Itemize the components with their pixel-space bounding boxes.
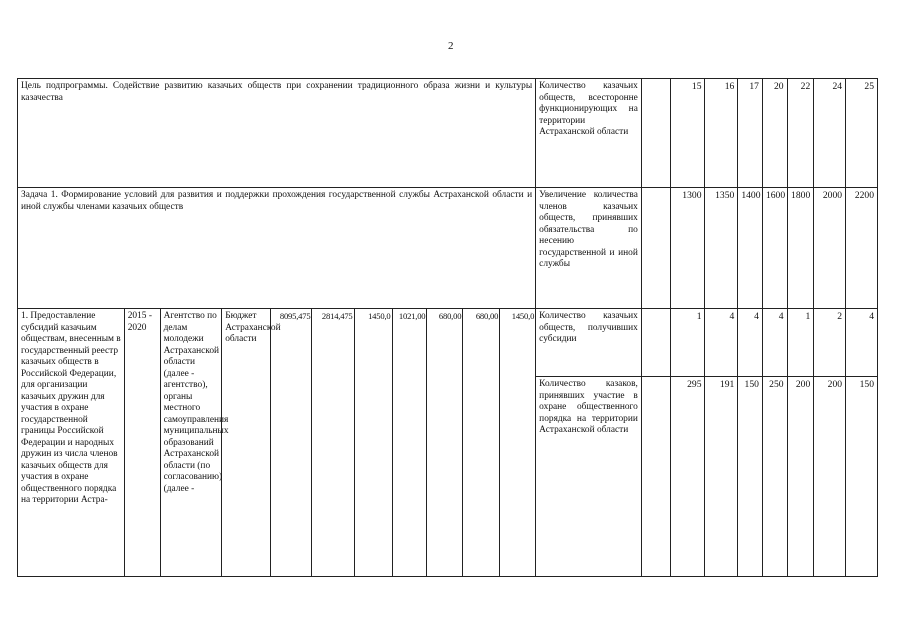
indicator-base-cell	[641, 309, 670, 377]
program-table	[17, 78, 878, 577]
goal-value: 24	[814, 79, 846, 188]
task-value: 2200	[846, 188, 878, 309]
indicator-value: 1	[670, 309, 705, 377]
indicator-value: 250	[762, 377, 787, 577]
measure-executor: Агентство по делам молодежи Астраханской области (далее - агентство), органы местного самоуправления муниципальных образований Астраханской области (по согласованию) (далее -	[160, 309, 222, 577]
task-value: 1300	[670, 188, 705, 309]
indicator-value: 295	[670, 377, 705, 577]
indicator-value: 4	[705, 309, 738, 377]
indicator-value: 150	[846, 377, 878, 577]
indicator-subsidies: Количество казачьих обществ, получивших субсидии	[536, 309, 642, 377]
page-number: 2	[448, 40, 454, 52]
indicator-base-cell	[641, 377, 670, 577]
task-value: 2000	[814, 188, 846, 309]
indicator-value: 150	[738, 377, 763, 577]
task-value: 1400	[738, 188, 763, 309]
funding-value: 1021,00	[392, 309, 427, 577]
task-base-cell	[641, 188, 670, 309]
measure-name: 1. Предоставление субсидий казачьим обществам, внесенным в государственный реестр казачьих обществ в Российской Федерации, для организации казачьих дружин для участия в охране государственной границы Российской Федерации и народных дружин из числа членов казачьих обществ для участия в охране общественного порядка на территории Астра-	[18, 309, 125, 577]
indicator-cossacks: Количество казаков, принявших участие в охране общественного порядка на территории Астраханской области	[536, 377, 642, 577]
indicator-value: 1	[787, 309, 814, 377]
measure-period: 2015 - 2020	[124, 309, 160, 577]
goal-base-cell	[641, 79, 670, 188]
funding-total: 8095,475	[271, 309, 312, 577]
funding-value: 680,00	[463, 309, 500, 577]
funding-value: 1450,0	[354, 309, 392, 577]
measure-source: Бюджет Астраханской области	[222, 309, 271, 577]
funding-value: 680,00	[427, 309, 463, 577]
indicator-value: 4	[738, 309, 763, 377]
task-indicator: Увеличение количества членов казачьих обществ, принявших обязательства по несению государственной и иной службы	[536, 188, 642, 309]
goal-indicator: Количество казачьих обществ, всесторонне функционирующих на территории Астраханской области	[536, 79, 642, 188]
indicator-value: 4	[762, 309, 787, 377]
task-value: 1600	[762, 188, 787, 309]
goal-value: 17	[738, 79, 763, 188]
goal-value: 22	[787, 79, 814, 188]
task-value: 1350	[705, 188, 738, 309]
goal-row	[18, 79, 878, 188]
funding-value: 1450,0	[500, 309, 536, 577]
funding-value: 2814,475	[312, 309, 354, 577]
task-text: Задача 1. Формирование условий для развития и поддержки прохождения государственной службы Астраханской области и иной службы членами казачьих обществ	[18, 188, 536, 309]
goal-value: 16	[705, 79, 738, 188]
goal-value: 15	[670, 79, 705, 188]
indicator-value: 200	[814, 377, 846, 577]
indicator-value: 4	[846, 309, 878, 377]
task-value: 1800	[787, 188, 814, 309]
indicator-value: 2	[814, 309, 846, 377]
task-row	[18, 188, 878, 309]
indicator-value: 191	[705, 377, 738, 577]
goal-value: 25	[846, 79, 878, 188]
indicator-value: 200	[787, 377, 814, 577]
measure-row	[18, 309, 878, 377]
goal-value: 20	[762, 79, 787, 188]
goal-text: Цель подпрограммы. Содействие развитию казачьих обществ при сохранении традиционного образа жизни и культуры казачества	[18, 79, 536, 188]
